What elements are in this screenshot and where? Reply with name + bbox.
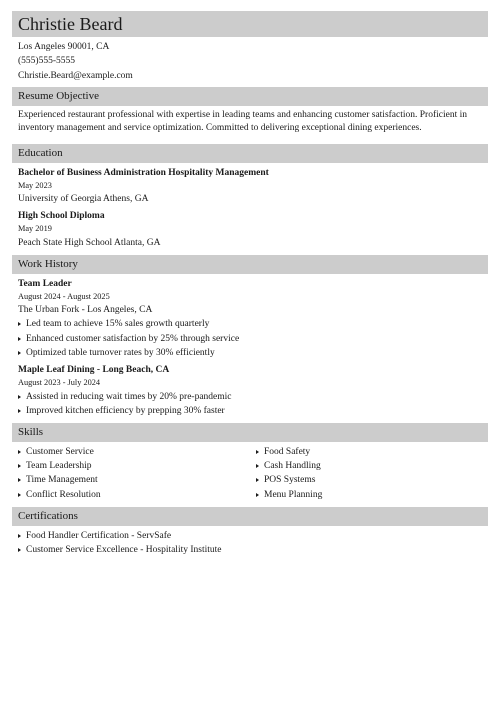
bullet-icon xyxy=(18,395,21,399)
bullet-icon xyxy=(18,493,21,497)
bullet-text: Enhanced customer satisfaction by 25% through service xyxy=(26,333,240,344)
bullet-icon xyxy=(256,464,259,468)
skill: Time Management xyxy=(26,475,98,486)
job-bullets xyxy=(12,390,488,418)
list-item xyxy=(256,473,488,487)
list-item xyxy=(18,346,488,360)
list-item xyxy=(18,543,488,557)
job-dates: August 2024 - August 2025 xyxy=(18,291,110,301)
bullet-icon xyxy=(18,534,21,538)
bullet-text: Optimized table turnover rates by 30% efficiently xyxy=(26,347,215,358)
bullet-icon xyxy=(18,450,21,454)
bullet-icon xyxy=(256,478,259,482)
resume-page xyxy=(12,11,488,562)
skill: Menu Planning xyxy=(264,489,323,500)
skill: Customer Service xyxy=(26,446,94,457)
education-date: May 2023 xyxy=(18,180,52,190)
job-role: Maple Leaf Dining - Long Beach, CA xyxy=(18,365,170,375)
list-item xyxy=(18,459,250,473)
bullet-icon xyxy=(256,493,259,497)
education-list xyxy=(12,163,488,255)
skill: Cash Handling xyxy=(264,461,321,472)
skill: POS Systems xyxy=(264,475,316,486)
bullet-text: Improved kitchen efficiency by prepping 30% faster xyxy=(26,405,225,416)
candidate-name: Christie Beard xyxy=(12,11,488,37)
degree: Bachelor of Business Administration Hospitality Management xyxy=(18,167,269,178)
list-item xyxy=(18,332,488,346)
bullet-icon xyxy=(18,322,21,326)
list-item xyxy=(256,445,488,459)
list-item xyxy=(18,488,250,502)
section-header-work: Work History xyxy=(12,255,488,274)
bullet-text: Led team to achieve 15% sales growth quarterly xyxy=(26,319,210,330)
skills-list xyxy=(12,445,250,502)
list-item xyxy=(18,390,488,404)
school: Peach State High School Atlanta, GA xyxy=(18,237,161,248)
section-header-objective: Resume Objective xyxy=(12,87,488,106)
bullet-icon xyxy=(18,409,21,413)
list-item xyxy=(18,529,488,543)
bullet-icon xyxy=(18,478,21,482)
education-date: May 2019 xyxy=(18,224,52,234)
address: Los Angeles 90001, CA xyxy=(18,42,110,52)
job-company: The Urban Fork - Los Angeles, CA xyxy=(18,305,153,316)
certification: Food Handler Certification - ServSafe xyxy=(26,530,172,541)
section-header-skills: Skills xyxy=(12,423,488,442)
skills-column-left xyxy=(12,445,250,502)
certification: Customer Service Excellence - Hospitality Institute xyxy=(26,544,222,555)
skills-list xyxy=(250,445,488,502)
work-list xyxy=(12,274,488,423)
email: Christie.Beard@example.com xyxy=(18,70,133,81)
bullet-icon xyxy=(256,450,259,454)
bullet-icon xyxy=(18,337,21,341)
bullet-icon xyxy=(18,464,21,468)
bullet-icon xyxy=(18,351,21,355)
bullet-icon xyxy=(18,548,21,552)
section-header-certifications: Certifications xyxy=(12,507,488,526)
list-item xyxy=(18,445,250,459)
list-item xyxy=(18,317,488,331)
certifications-items xyxy=(12,529,488,557)
job-role: Team Leader xyxy=(18,278,72,289)
skills-column-right xyxy=(250,445,488,502)
list-item xyxy=(256,459,488,473)
bullet-text: Assisted in reducing wait times by 20% pre-pandemic xyxy=(26,391,232,402)
skill: Team Leadership xyxy=(26,461,92,472)
list-item xyxy=(256,488,488,502)
skill: Conflict Resolution xyxy=(26,489,101,500)
job-bullets xyxy=(12,317,488,360)
skill: Food Safety xyxy=(264,446,311,457)
school: University of Georgia Athens, GA xyxy=(18,194,149,205)
degree: High School Diploma xyxy=(18,211,105,222)
skills-grid xyxy=(12,442,488,507)
list-item xyxy=(18,404,488,418)
contact-info xyxy=(12,40,488,83)
objective-text: Experienced restaurant professional with expertise in leading teams and enhancing customer satisfaction. Proficient in inventory management and service optimization. Committed to delivering exceptional dining experiences. xyxy=(18,109,467,134)
section-header-education: Education xyxy=(12,144,488,163)
phone: (555)555-5555 xyxy=(18,56,75,67)
list-item xyxy=(18,473,250,487)
certifications-list xyxy=(12,526,488,562)
job-dates: August 2023 - July 2024 xyxy=(18,378,101,387)
